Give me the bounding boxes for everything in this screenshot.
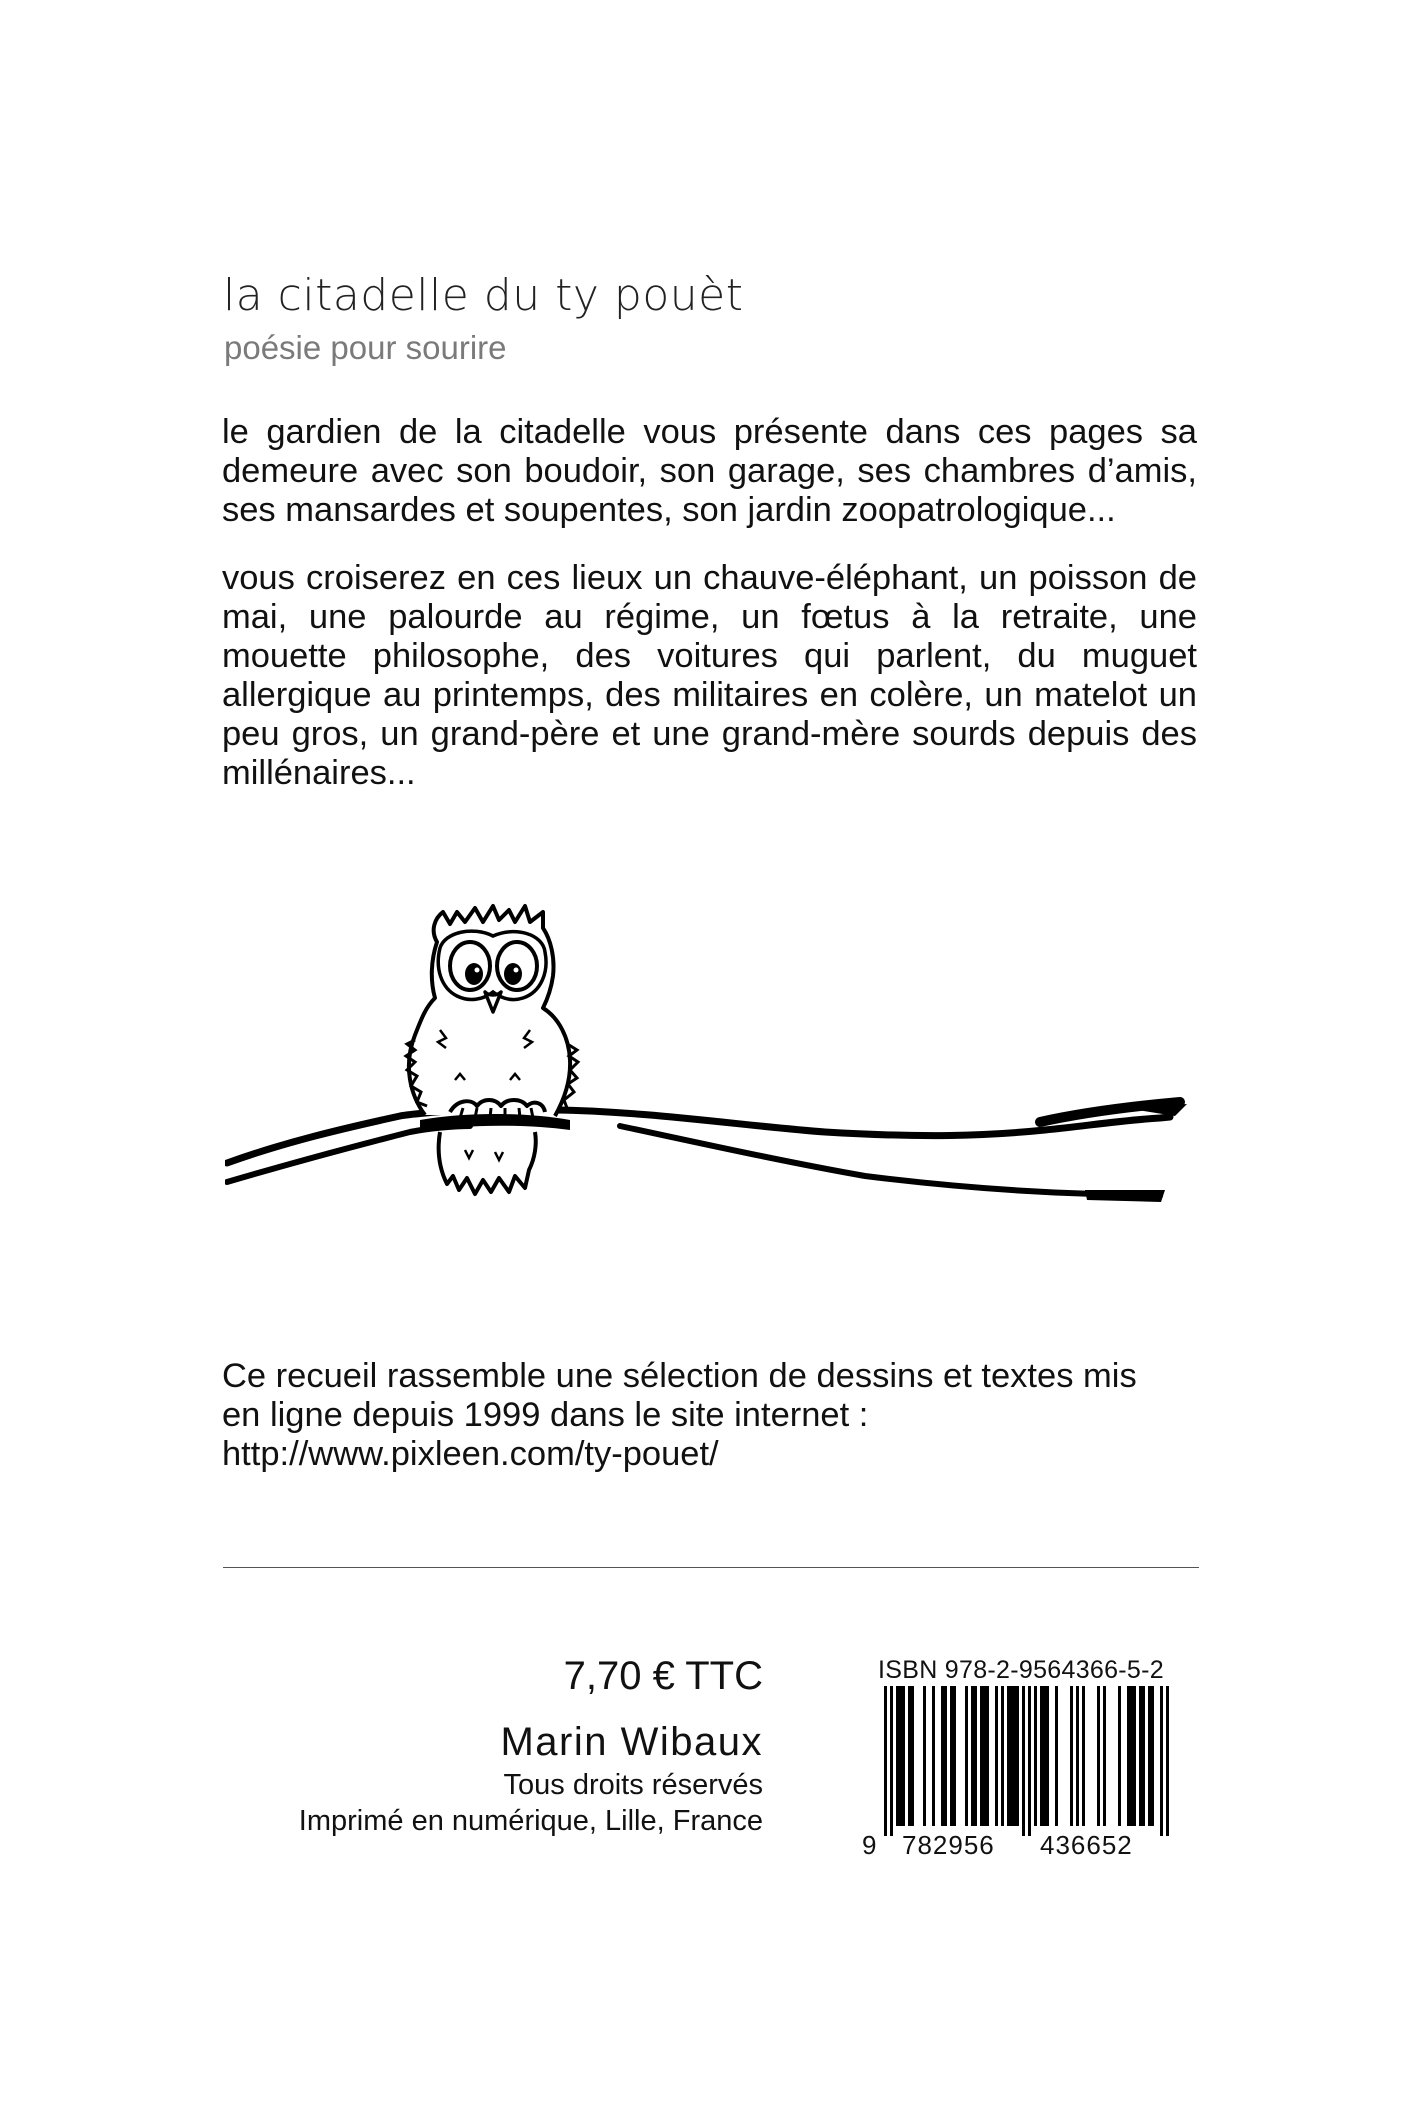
barcode-bar bbox=[1016, 1686, 1019, 1826]
divider-line bbox=[223, 1567, 1199, 1568]
barcode-bar bbox=[1007, 1686, 1010, 1826]
barcode-bar bbox=[902, 1686, 905, 1826]
barcode-bar bbox=[1082, 1686, 1085, 1826]
book-title: la citadelle du ty pouèt bbox=[223, 270, 744, 321]
barcode-guard-bar bbox=[1022, 1686, 1025, 1836]
barcode-bar bbox=[1148, 1686, 1151, 1826]
barcode-bar bbox=[1055, 1686, 1058, 1826]
barcode-bar bbox=[953, 1686, 956, 1826]
about-line-1: Ce recueil rassemble une sélection de dessins et textes mis bbox=[222, 1357, 1137, 1395]
barcode-bar bbox=[1076, 1686, 1079, 1826]
barcode-bar bbox=[899, 1686, 902, 1826]
barcode-bar bbox=[944, 1686, 947, 1826]
barcode-guard-bar bbox=[1028, 1686, 1031, 1836]
about-line-2: en ligne depuis 1999 dans le site internet : bbox=[222, 1396, 869, 1434]
barcode-bar bbox=[923, 1686, 926, 1826]
barcode-bar bbox=[1070, 1686, 1073, 1826]
barcode-bar bbox=[908, 1686, 911, 1826]
barcode-bar bbox=[1010, 1686, 1013, 1826]
characters-paragraph: vous croiserez en ces lieux un chauve-éléphant, un poisson de mai, une palourde au régime, un fœtus à la retraite, une mouette philosophe, des voitures qui parlent, du muguet allergique au printemps, des militaires en colère, un matelot un peu gros, un grand-père et une grand-mère sourds depuis des millénaires... bbox=[222, 559, 1197, 792]
barcode-bar bbox=[950, 1686, 953, 1826]
barcode-guard-bar bbox=[884, 1686, 887, 1836]
barcode-bar bbox=[1118, 1686, 1121, 1826]
barcode-bar bbox=[1151, 1686, 1154, 1826]
barcode-bar bbox=[980, 1686, 983, 1826]
barcode-guard-bar bbox=[890, 1686, 893, 1836]
barcode-bar bbox=[1046, 1686, 1049, 1826]
barcode-bar bbox=[1139, 1686, 1142, 1826]
barcode-bar bbox=[1001, 1686, 1004, 1826]
barcode-bar bbox=[1013, 1686, 1016, 1826]
barcode-bar bbox=[1103, 1686, 1106, 1826]
barcode-bar bbox=[1040, 1686, 1043, 1826]
barcode-bar bbox=[911, 1686, 914, 1826]
barcode-guard-bar bbox=[1160, 1686, 1163, 1836]
ean-first-digit: 9 bbox=[862, 1830, 878, 1860]
rights-notice: Tous droits réservés bbox=[503, 1769, 763, 1801]
barcode-bar bbox=[1130, 1686, 1133, 1826]
author-name: Marin Wibaux bbox=[500, 1720, 763, 1764]
barcode-bar bbox=[932, 1686, 935, 1826]
about-paragraph bbox=[222, 1357, 1197, 1474]
barcode-bar bbox=[1097, 1686, 1100, 1826]
ean-right-group: 436652 bbox=[1040, 1830, 1133, 1860]
ean-left-group: 782956 bbox=[902, 1830, 995, 1860]
barcode-bar bbox=[1142, 1686, 1145, 1826]
price: 7,70 € TTC bbox=[563, 1654, 763, 1698]
barcode-bar bbox=[1043, 1686, 1046, 1826]
barcode-bar bbox=[1034, 1686, 1037, 1826]
barcode-bar bbox=[971, 1686, 974, 1826]
isbn-label: ISBN 978-2-9564366-5-2 bbox=[878, 1656, 1164, 1684]
barcode-bar bbox=[986, 1686, 989, 1826]
barcode-guard-bar bbox=[1166, 1686, 1169, 1836]
book-subtitle: poésie pour sourire bbox=[224, 329, 507, 366]
barcode-bar bbox=[941, 1686, 944, 1826]
isbn-barcode bbox=[862, 1656, 1180, 1876]
barcode-bar bbox=[965, 1686, 968, 1826]
barcode-bar bbox=[983, 1686, 986, 1826]
barcode-bar bbox=[1133, 1686, 1136, 1826]
barcode-bar bbox=[896, 1686, 899, 1826]
barcode-bar bbox=[974, 1686, 977, 1826]
barcode-bars bbox=[862, 1686, 1180, 1836]
barcode-bar bbox=[1127, 1686, 1130, 1826]
barcode-bar bbox=[995, 1686, 998, 1826]
website-url: http://www.pixleen.com/ty-pouet/ bbox=[222, 1435, 719, 1473]
owl-on-branch-icon bbox=[225, 880, 1195, 1225]
intro-paragraph: le gardien de la citadelle vous présente dans ces pages sa demeure avec son boudoir, son garage, ses chambres d’amis, ses mansardes et soupentes, son jardin zoopatrologique... bbox=[222, 413, 1197, 529]
printing-info: Imprimé en numérique, Lille, France bbox=[298, 1805, 763, 1837]
